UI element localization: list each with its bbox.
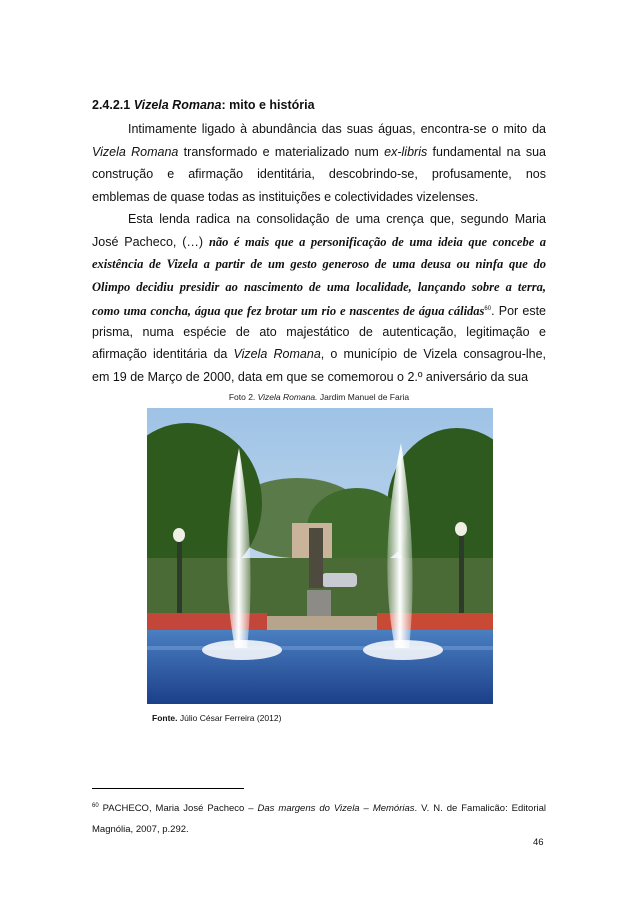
fountain-photo <box>147 408 493 704</box>
text-line: Olimpo decidiu presidir ao nascimento de uma localidade, lançando sobre a terra, <box>92 279 546 294</box>
section-title-rest: : mito e história <box>221 98 315 112</box>
footnote-separator <box>92 788 244 789</box>
text-line: existência de Vizela a partir de um gesto generoso de uma deusa ou ninfa que do <box>92 257 546 271</box>
text-line: prisma, numa espécie de ato majestático de autenticação, legitimação e <box>92 324 546 339</box>
text-line: Esta lenda radica na consolidação de uma crença que, segundo Maria <box>128 212 546 226</box>
footnote-line: $^{60}$ PACHECO, Maria José Pacheco – Das margens do Vizela – Memórias. V. N. de Famalicão: Editorial <box>92 803 547 815</box>
text-line: José Pacheco, (…) não é mais que a personificação de uma ideia que concebe a <box>92 234 547 249</box>
text-line: construção e afirmação identitária, descobrindo-se, profusamente, nos <box>92 167 546 181</box>
text-line: Intimamente ligado à abundância das suas águas, encontra-se o mito da <box>128 122 546 136</box>
text-line: afirmação identitária da Vizela Romana, o município de Vizela consagrou-lhe, <box>92 347 547 361</box>
photo-source: Fonte. Júlio César Ferreira (2012) <box>152 713 282 723</box>
text-line: como uma concha, água que fez brotar um rio e nascentes de água cálidas$^{60}$. Por este <box>92 304 547 319</box>
photo-caption: Foto 2. Vizela Romana. Jardim Manuel de Faria <box>228 392 410 402</box>
text-line: Vizela Romana transformado e materializado num ex-libris fundamental na sua <box>92 144 546 159</box>
section-title-italic: Vizela Romana <box>133 98 222 112</box>
paragraph-1 <box>92 118 546 388</box>
text-line: emblemas de quase todas as instituições e colectividades vizelenses. <box>92 189 479 204</box>
footnote-line: Magnólia, 2007, p.292. <box>92 823 189 835</box>
section-heading <box>92 98 315 112</box>
text-line: em 19 de Março de 2000, data em que se comemorou o 2.º aniversário da sua <box>92 369 529 384</box>
footnote-ref: 60 <box>484 306 492 312</box>
footnote <box>92 798 546 838</box>
section-number: 2.4.2.1 <box>92 98 131 112</box>
page-number: 46 <box>533 837 544 848</box>
